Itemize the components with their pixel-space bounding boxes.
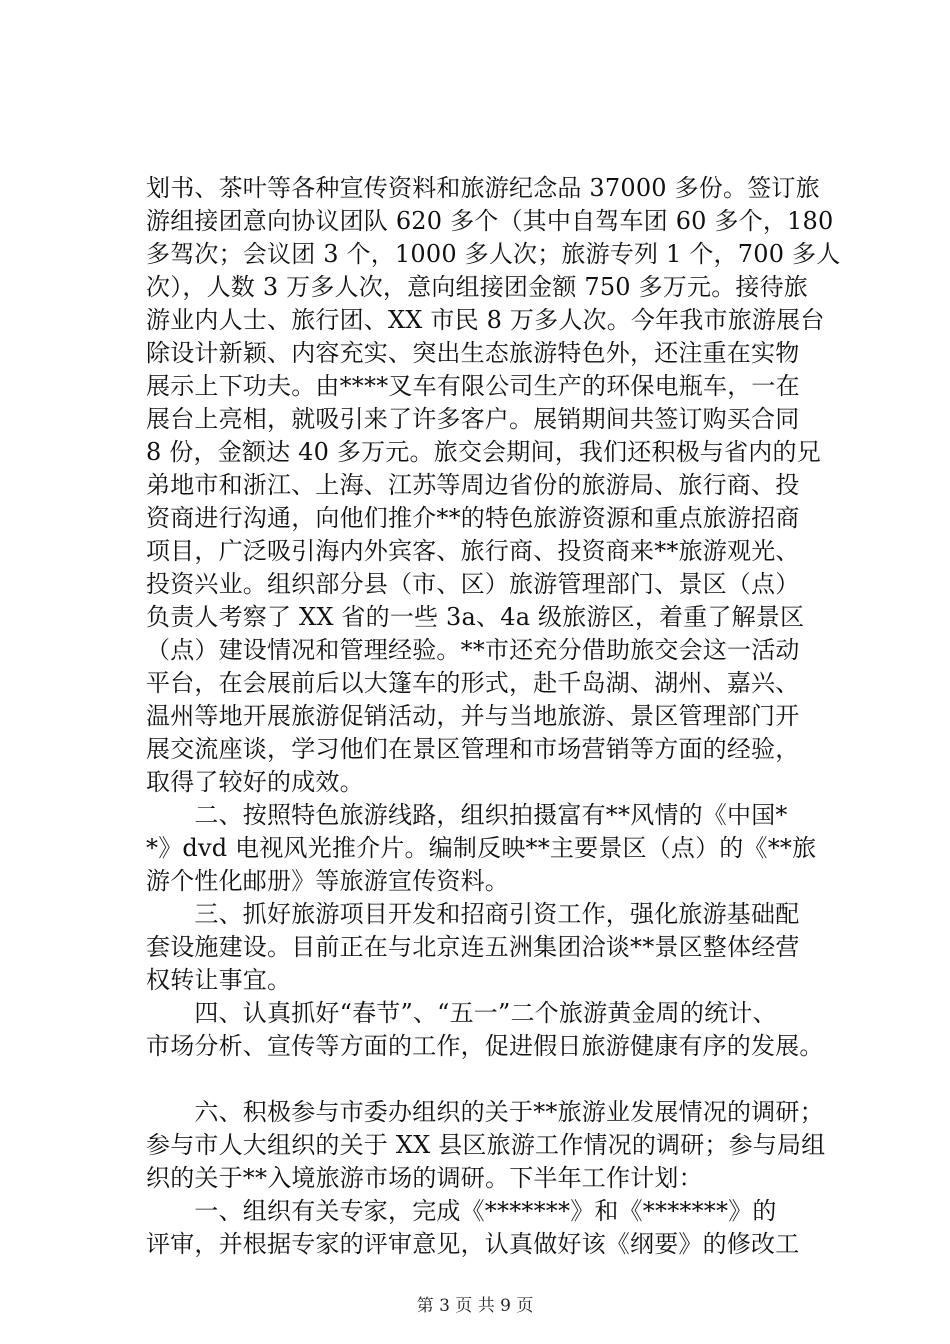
text-line: 织的关于**入境旅游市场的调研。下半年工作计划： [146,1164,703,1192]
text-line: 游业内人士、旅行团、XX 市民 8 万多人次。今年我市旅游展台 [146,306,825,334]
text-line: 负责人考察了 XX 省的一些 3a、4a 级旅游区，着重了解景区 [146,603,805,631]
text-line: 权转让事宜。 [146,966,292,994]
text-line: 游个性化邮册》等旅游宣传资料。 [146,867,509,895]
text-line: 弟地市和浙江、上海、江苏等周边省份的旅游局、旅行商、投 [146,471,800,499]
text-line: 市场分析、宣传等方面的工作，促进假日旅游健康有序的发展。 [146,1032,824,1060]
text-line: 评审，并根据专家的评审意见，认真做好该《纲要》的修改工 [146,1230,800,1258]
text-line: 游组接团意向协议团队 620 多个（其中自驾车团 60 多个，180 [146,207,834,235]
text-line: 取得了较好的成效。 [146,768,364,796]
text-line: 展交流座谈，学习他们在景区管理和市场营销等方面的经验， [146,735,800,763]
text-line: （点）建设情况和管理经验。**市还充分借助旅交会这一活动 [146,636,800,664]
text-line: 多驾次；会议团 3 个，1000 多人次；旅游专列 1 个，700 多人 [146,240,841,268]
text-line: 三、抓好旅游项目开发和招商引资工作，强化旅游基础配 [146,900,800,928]
text-line: 温州等地开展旅游促销活动，并与当地旅游、景区管理部门开 [146,702,800,730]
text-line: 次），人数 3 万多人次，意向组接团金额 750 多万元。接待旅 [146,273,808,301]
text-line: *》dvd 电视风光推介片。编制反映**主要景区（点）的《**旅 [146,834,817,862]
text-line: 六、积极参与市委办组织的关于**旅游业发展情况的调研； [146,1098,824,1126]
text-line: 项目，广泛吸引海内外宾客、旅行商、投资商来**旅游观光、 [146,537,800,565]
text-line: 划书、茶叶等各种宣传资料和旅游纪念品 37000 多份。签订旅 [146,174,820,202]
page-number-footer: 第 3 页 共 9 页 [416,1296,534,1316]
text-line: 四、认真抓好“春节”、“五一”二个旅游黄金周的统计、 [146,999,777,1027]
text-line: 平台，在会展前后以大篷车的形式，赴千岛湖、湖州、嘉兴、 [146,669,800,697]
text-line: 一、组织有关专家，完成《*******》和《*******》的 [146,1197,777,1225]
text-line: 展示上下功夫。由****叉车有限公司生产的环保电瓶车，一在 [146,372,800,400]
text-line: 套设施建设。目前正在与北京连五洲集团洽谈**景区整体经营 [146,933,800,961]
text-line: 投资兴业。组织部分县（市、区）旅游管理部门、景区（点） [146,570,800,598]
text-line: 展台上亮相，就吸引来了许多客户。展销期间共签订购买合同 [146,405,800,433]
text-line: 资商进行沟通，向他们推介**的特色旅游资源和重点旅游招商 [146,504,800,532]
text-line: 参与市人大组织的关于 XX 县区旅游工作情况的调研；参与局组 [146,1131,826,1159]
text-line: 除设计新颖、内容充实、突出生态旅游特色外，还注重在实物 [146,339,800,367]
text-line: 二、按照特色旅游线路，组织拍摄富有**风情的《中国* [146,801,788,829]
text-line: 8 份，金额达 40 多万元。旅交会期间，我们还积极与省内的兄 [146,438,821,466]
